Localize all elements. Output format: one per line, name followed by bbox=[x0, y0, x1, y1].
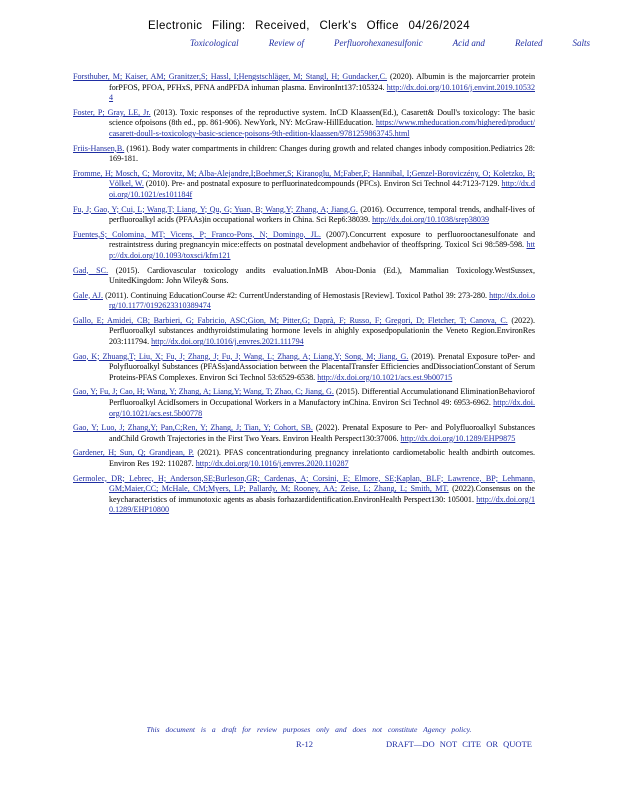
reference-link[interactable]: http://dx.doi.org/10.1093/toxsci/kfm121 bbox=[109, 240, 535, 260]
reference-text: (2020). Albumin is the majorcarrier protein forPFOS, PFOA, PFHxS, PFNA andPFDA inhuman plasma. EnvironInt137:105324. bbox=[109, 72, 535, 92]
reference-list bbox=[73, 72, 535, 520]
filing-header: Electronic Filing: Received, Clerk's Office 04/26/2024 bbox=[147, 20, 471, 32]
reference-authors[interactable]: Gallo, E; Amidei, CB; Barbieri, G; Fabricio, ASC;Gion, M; Pitter,G; Daprà, F; Russo, F; Gregori, D; Fletcher, T; Canova, C. bbox=[73, 315, 508, 325]
reference-authors[interactable]: Fu, J; Gao, Y; Cui, L; Wang,T; Liang, Y; Qu, G; Yuan, B; Wang,Y; Zhang, A; Jiang,G. bbox=[73, 204, 358, 214]
reference-link[interactable]: http://dx.doi.org/10.1177/0192623310389474 bbox=[109, 290, 536, 311]
reference-text: (2019). Prenatal Exposure toPer- and Polyfluoroalkyl Substances (PFASs)andAssociation between the PlacentalTransfer Efficiencies andDissociationConstant of Serum Proteins-PFAS Complexes. Environ Sci Technol 53:6529-6538. bbox=[109, 351, 535, 382]
reference-link[interactable]: http://dx.doi.org/10.1289/EHP9875 bbox=[400, 433, 516, 443]
reference-link[interactable]: http://dx.doi.org/10.1021/acs.est.9b00715 bbox=[317, 372, 453, 382]
reference-text: (2022). Perfluoroalkyl substances andthyroidstimulating hormone levels in ahighly exposedpopulationin the Veneto Region.EnvironRes 203:111794. bbox=[109, 315, 536, 347]
subtitle-word: Salts bbox=[572, 38, 590, 48]
reference-link[interactable]: http://dx.doi.org/10.1021/acs.est.5b00778 bbox=[109, 398, 535, 418]
reference-entry bbox=[73, 169, 535, 201]
reference-entry bbox=[73, 387, 535, 419]
reference-authors[interactable]: Gale, AJ. bbox=[73, 290, 103, 300]
reference-text: (2010). Pre- and postnatal exposure to perfluorinatedcompounds (PFCs). Environ Sci Technol 44:7123-7129. bbox=[143, 179, 502, 189]
reference-entry bbox=[73, 448, 535, 469]
subtitle-word: Toxicological bbox=[190, 38, 239, 48]
reference-authors[interactable]: Gao, Y; Fu, J; Cao, H; Wang, Y; Zhang, A; Liang,Y; Wang, T; Zhao, C; Jiang, G. bbox=[73, 387, 334, 397]
reference-authors[interactable]: Gardener, H; Sun, Q; Grandjean, P. bbox=[73, 448, 194, 458]
subtitle-word: Related bbox=[514, 38, 543, 48]
reference-entry bbox=[73, 72, 535, 104]
subtitle-word: Acid and bbox=[452, 38, 485, 48]
reference-text: (1961). Body water compartments in children: Changes during growth and related changes inbody composition.Pediatrics 28: 169-181. bbox=[109, 143, 535, 164]
reference-authors[interactable]: Friis-Hansen,B. bbox=[73, 143, 125, 153]
reference-text: (2016). Occurrence, temporal trends, andhalf-lives of perfluoroalkyl acids (PFAAs)in occupational workers in China. Sci Rep6:38039. bbox=[109, 204, 535, 225]
reference-text: (2011). Continuing EducationCourse #2: CurrentUnderstanding of Hemostasis [Review]. Toxicol Pathol 39: 273-280. bbox=[102, 290, 490, 300]
reference-text: (2021). PFAS concentrationduring pregnancy inrelationto cardiometabolic health andbirth outcomes. Environ Res 192: 110287. bbox=[109, 448, 535, 468]
reference-authors[interactable]: Gad, SC. bbox=[73, 265, 109, 275]
subtitle-word: Review of bbox=[268, 38, 304, 48]
reference-entry bbox=[73, 144, 535, 165]
reference-link[interactable]: http://dx.doi.org/10.1016/j.envres.2021.111794 bbox=[151, 337, 304, 347]
reference-entry bbox=[73, 108, 535, 140]
reference-entry bbox=[73, 230, 535, 262]
reference-text: (2015). Differential Accumulationand EliminationBehaviorof Perfluoroalkyl AcidIsomers in Occupational Workers in a Manufactory inChina. Environ Sci Technol 49: 6953-6962. bbox=[109, 387, 535, 408]
reference-entry bbox=[73, 266, 535, 287]
reference-text: (2022). Prenatal Exposure to Per- and Polyfluoroalkyl Substances andChild Growth Trajectories in the First Two Years. Environ Health Perspect130:37006. bbox=[109, 423, 535, 443]
page-number: R-12 bbox=[296, 739, 313, 749]
reference-text: (2015). Cardiovascular toxicology andits evaluation.InMB Abou-Donia (Ed.), Mammalian Toxicology.WestSussex, UnitedKingdom: John Wiley& Sons. bbox=[108, 265, 535, 286]
reference-entry bbox=[73, 423, 535, 444]
subtitle-word: Perfluorohexanesulfonic bbox=[333, 38, 423, 48]
reference-entry bbox=[73, 316, 535, 348]
document-subtitle bbox=[190, 38, 590, 48]
reference-entry bbox=[73, 205, 535, 226]
reference-entry bbox=[73, 474, 535, 516]
reference-link[interactable]: http://dx.doi.org/10.1038/srep38039 bbox=[372, 215, 490, 225]
reference-link[interactable]: http://dx.doi.org/10.1016/j.envres.2020.110287 bbox=[195, 459, 349, 468]
reference-link[interactable]: http://dx.doi.org/10.1021/es101184f bbox=[109, 179, 535, 199]
draft-notice: DRAFT—DO NOT CITE OR QUOTE bbox=[386, 739, 532, 749]
reference-authors[interactable]: Gao, K; Zhuang,T; Liu, X; Fu, J; Zhang, J; Fu, J; Wang, L; Zhang, A; Liang,Y; Song, M; Jiang, G. bbox=[73, 351, 409, 361]
reference-authors[interactable]: Gao, Y; Luo, J; Zhang,Y; Pan,C;Ren, Y; Zhang, J; Tian, Y; Cohort, SB. bbox=[73, 423, 313, 433]
reference-text: (2007).Concurrent exposure to perfluorooctanesulfonate and restraintstress during pregnancyin mice:effects on postnatal development andbehavior of theoffspring. Toxicol Sci 98:589-598. bbox=[109, 229, 535, 250]
reference-authors[interactable]: Foster, P; Gray, LE, Jr. bbox=[73, 107, 151, 117]
reference-authors[interactable]: Forsthuber, M; Kaiser, AM; Granitzer,S; Hassl, I;Hengstschläger, M; Stangl, H; Gundacker,C. bbox=[73, 72, 388, 81]
reference-authors[interactable]: Germolec, DR; Lebrec, H; Anderson,SE;Burleson,GR; Cardenas, A; Corsini, E; Elmore, SE;Kaplan, BLF; Lawrence, BP; Lehmann, GM;Maier,CC; McHale, CM;Myers, LP; Pallardy, M; Rooney, AA; Zeise, L; Zhang, L; Smith, MT. bbox=[73, 473, 535, 494]
reference-link[interactable]: http://dx.doi.org/10.1289/EHP10800 bbox=[109, 494, 535, 515]
reference-authors[interactable]: Fuentes,S; Colomina, MT; Vicens, P; Franco-Pons, N; Domingo, JL. bbox=[73, 229, 321, 239]
reference-link[interactable]: https://www.mheducation.com/highered/product/casarett-doull-s-toxicology-basic-science-poisons-9th-edition-klaassen/9781259863745.html bbox=[109, 118, 535, 138]
reference-entry bbox=[73, 352, 535, 384]
reference-entry bbox=[73, 291, 535, 312]
reference-link[interactable]: http://dx.doi.org/10.1016/j.envint.2019.105324 bbox=[109, 82, 535, 103]
reference-text: (2022).Consensus on the keycharacteristics of immunotoxic agents as abasis forhazardidentification.EnvironHealth Perspect130: 105001. bbox=[109, 484, 535, 504]
draft-disclaimer: This document is a draft for review purposes only and does not constitute Agency policy. bbox=[146, 725, 472, 734]
reference-text: (2013). Toxic responses of the reproductive system. InCD Klaassen(Ed.), Casarett& Doull's toxicology: The basic science ofpoisons (8th ed., pp. 861-906). NewYork, NY: McGraw-HillEducation. bbox=[109, 107, 535, 128]
reference-authors[interactable]: Fromme, H; Mosch, C; Morovitz, M; Alba-Alejandre,I;Boehmer,S; Kiranoglu, M;Faber,F; Hannibal, I;Genzel-Boroviczény, O; Koletzko, B; Völkel, W. bbox=[73, 168, 535, 189]
